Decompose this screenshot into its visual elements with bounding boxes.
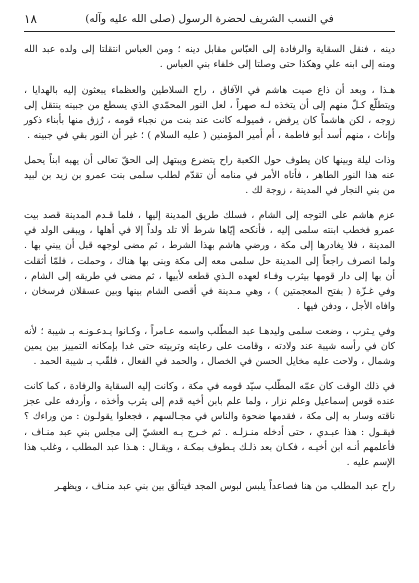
paragraph: وذات ليلة وبينها كان يطوف حول الكعبة راح يتضرع ويبتهل إلى الحقّ تعالى أن يهبه ابناً يحمل عنه هذا النور الطاهر ، فأتاه الأمر في منامه أن تقدّم لطلب سلمى بنت عمرو بن زيد بن لبيد من بني النجار في المدينة ، زوجة لك . <box>24 154 395 197</box>
body-text <box>24 42 395 495</box>
page-header <box>24 10 395 28</box>
paragraph: راح عبد المطلب من هنا فصاعداً يلبس لبوس المجد فيتألق بين بني عبد منـاف ، ويظهـر <box>54 481 395 493</box>
running-title: في النسب الشريف لحضرة الرسول (صلى الله عليه وآله) <box>85 13 334 25</box>
paragraph: دينه ، فنقل السقاية والرفادة إلى العبّاس مقابل دينه ؛ ومن العباس انتقلتا إلى ولده عبد الله ومنه إلى ابنه علي وهكذا حتى وصلتا إلى خلفاء بني العباس . <box>24 44 395 71</box>
paragraph: في ذلك الوقت كان عمّه المطّلب سيّد قومه في مكة ، وكانت إليه السقاية والرفادة ، كما كانت عنده قوس إسماعيل وعلم نزار ، ولما علم بابن أخيه قدم إلى يثرب وأخذه ، وأردفه على عجز ناقته وسار به إلى مكة ، فقدمها ضحوة والناس في مجـالسهم ، فجعلوا يقولـون : من وراءك ؟ فيقـول : هذا عبـدي ، حتى أدخله منـزلـه . ثم خـرج بـه العشيّ إلى مجلس بني عبد منـاف ، فأعلمهم أنـه ابن أخيـه ، فكـان بعد ذلـك يـطوف بمكـة ، ويقـال : هـذا عبد المطلب ، وغلب هذا الإسم عليه . <box>24 380 395 469</box>
paragraph: عزم هاشم على التوجه إلى الشام ، فسلك طريق المدينة إليها ، فلما قـدم المدينة قصد بيت عمرو فخطب ابنته سلمى إليه ، فأنكحه إيّاها شرط ألا تلد ولداً إلا في أهلها ، ويبقى الولد في المدينة ، فلا يغادرها إلى مكة ، ورضي هاشم بهذا الشرط ، ثم مضى لوجهه قبل أن يبني بها . ولما انصرف راجعاً إلى المدينة حل سلمى معه إلى مكة وبنى بها هناك ، وحملت ، فلمّا أثقلت أن بها إلى دار قومها بيثرب وفـاء لعهده الـذي قطعه لأبيها ، ثم مضى في طريقه إلى الشام ، وفي غـزّة ( بفتح المعجمتين ) ، وهي مـدينة في أقصى الشام بينها وبين عسقلان فرسخان ، وافاه الأجل ، ودفن فيها . <box>24 209 395 313</box>
paragraph: وفي يـثرب ، وضعت سلمى وليدهـا عبد المطّلب واسمه عـامراً ، وكـانوا يـدعـونـه بـ شيبة ؛ لأنه كان في رأسه شيبة عند ولادته ، وقامت على رعايته وتربيته حتى غدا بإمكانه التمييز بين يمين وشمال ، ولاحت عليه مخايل الحسن في الخصال ، والحمد في الفعال ، فلقّب بـ شيبة الحمد . <box>24 325 395 368</box>
page-number: ١٨ <box>24 12 37 26</box>
header-divider <box>24 31 395 32</box>
paragraph: هـذا ، وبعد أن ذاع صيت هاشم في الآفاق ، راح السلاطين والعظماء يبعثون إليه بالهدايا ، ويتطلّع كـلّ منهم إلى أن يتخذه لـه صهراً ، لعل النور المحمّدي الذي يسطع من جبينه ينتقل إلى زوجه ، لكن هاشماً كان يرفض ، فميولـه كانت عند بنت من نجباء قومه ، رُزق منها بأبناء ذكور وإناث ، منهم أسد أبو فاطمة ، أم أمير المؤمنين ( عليه السلام ) ؛ غير أن النور بقي في جبينه . <box>24 84 395 142</box>
